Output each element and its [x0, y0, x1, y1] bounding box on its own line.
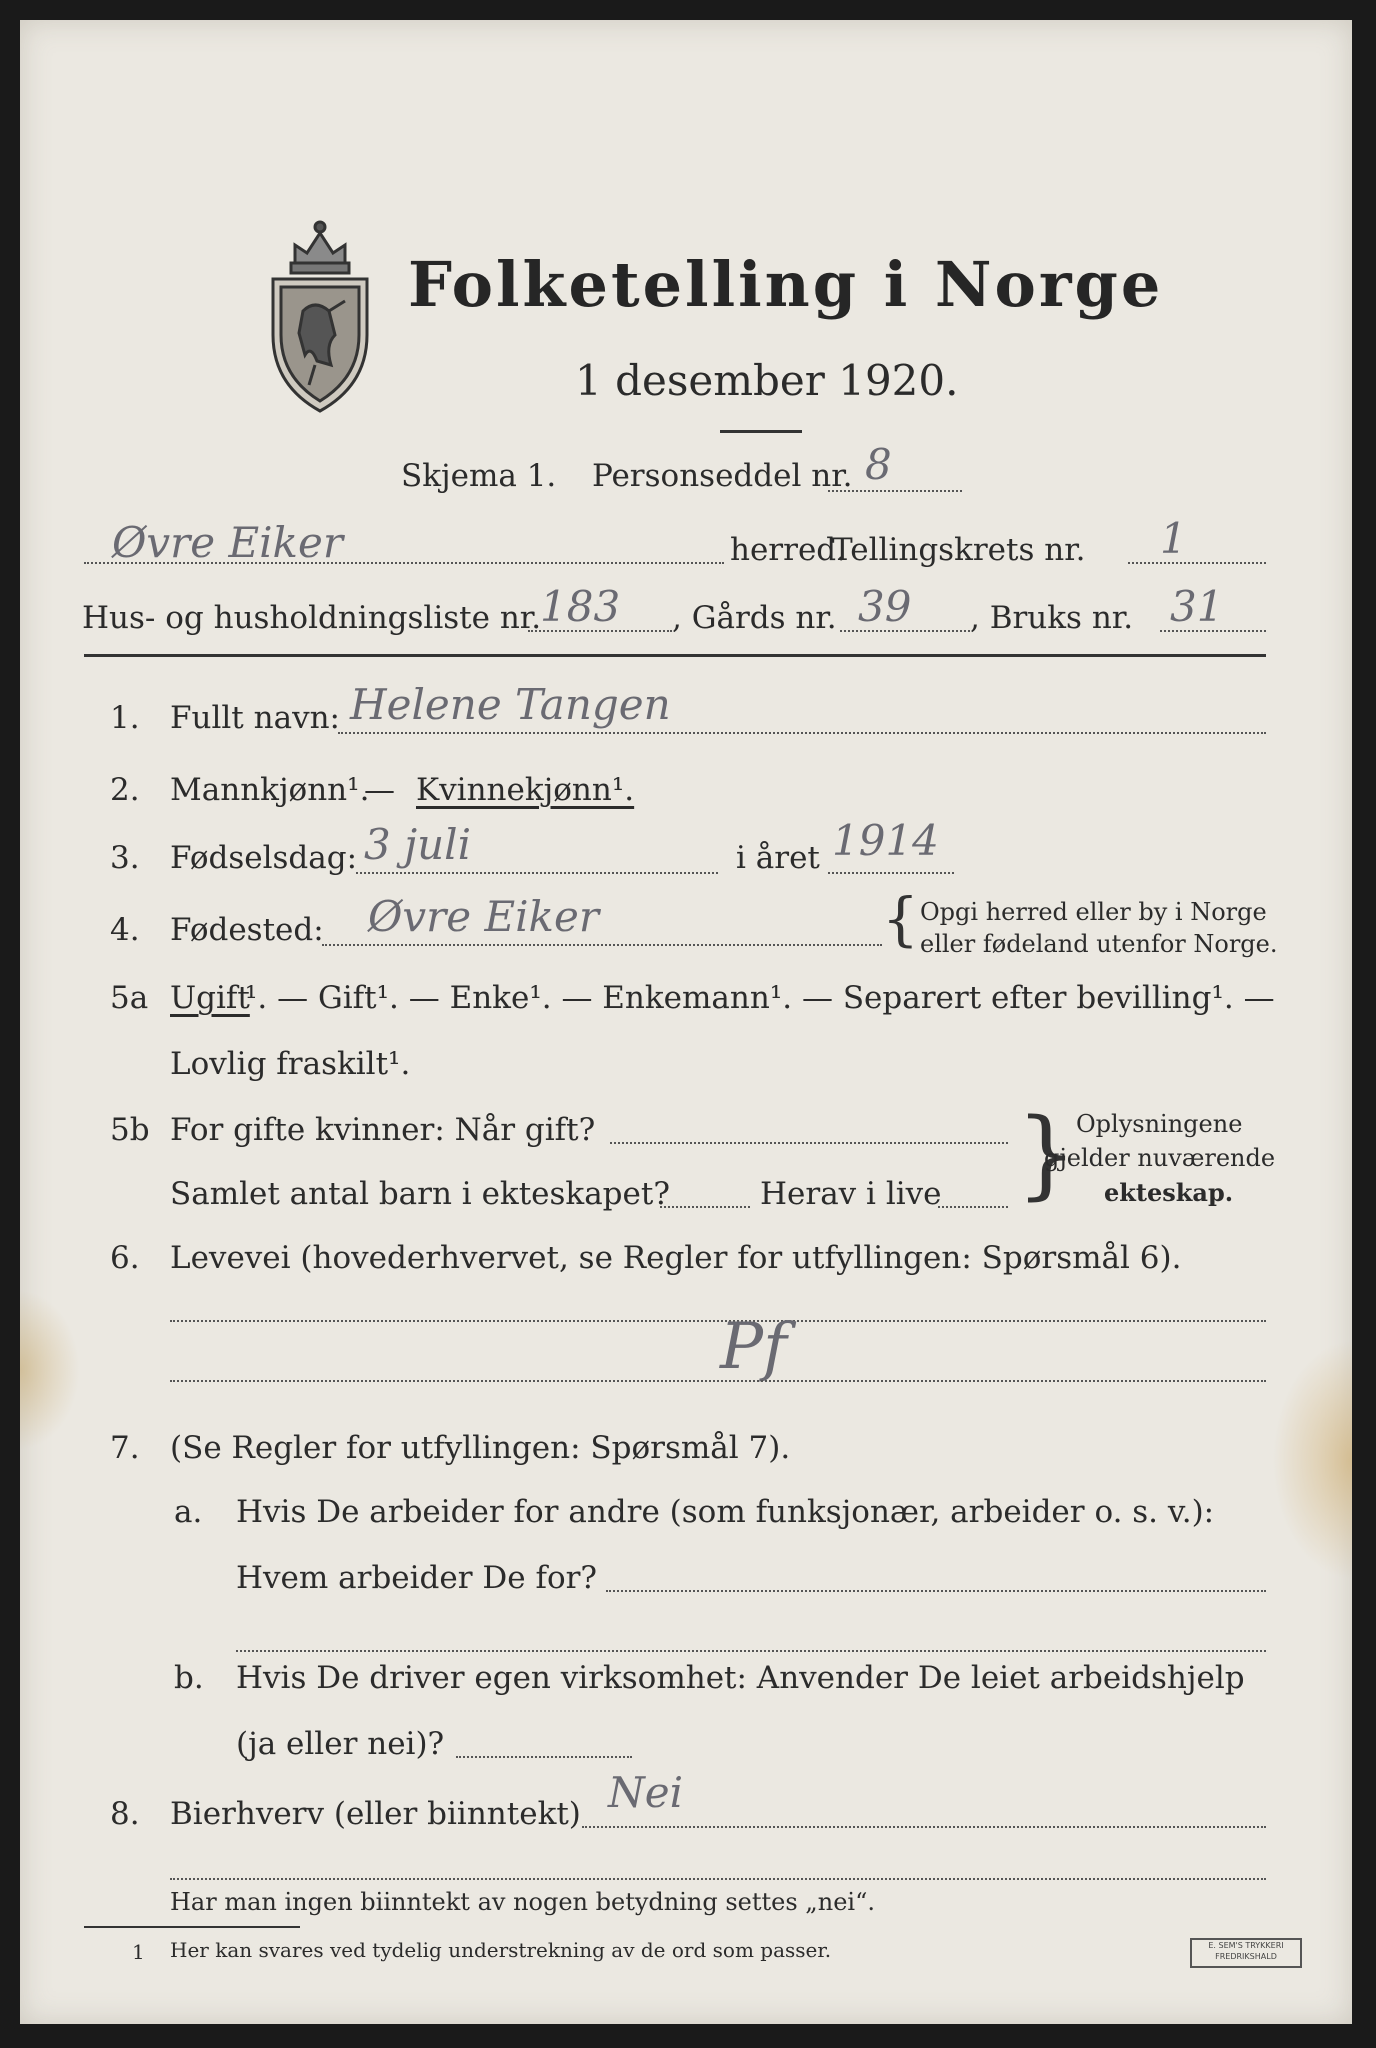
q6-field-line-1 — [170, 1320, 1266, 1322]
q5b-alive-label: Herav i live — [760, 1176, 942, 1212]
q3-year-value[interactable]: 1914 — [832, 816, 939, 865]
paper-stain — [1272, 1340, 1352, 1580]
q5a-other-options[interactable]: ¹. — Gift¹. — Enke¹. — Enkemann¹. — Separert efter bevilling¹. — — [245, 980, 1275, 1016]
q8-label: Bierhverv (eller biinntekt) — [170, 1796, 581, 1832]
personseddel-field-line — [828, 490, 962, 492]
bruks-label: , Bruks nr. — [970, 600, 1134, 636]
q5b-note-line2: gjelder nuværende — [1044, 1144, 1276, 1172]
gards-label: , Gårds nr. — [672, 600, 837, 636]
q7b-letter: b. — [174, 1660, 204, 1696]
norwegian-coat-of-arms-icon — [265, 215, 375, 415]
q5a-number: 5a — [110, 980, 149, 1016]
q7b-answer-label: (ja eller nei)? — [236, 1726, 445, 1762]
printer-stamp — [1190, 1938, 1302, 1968]
paper-stain — [20, 1290, 80, 1450]
schema-label: Skjema 1. — [401, 458, 557, 494]
q2-number: 2. — [110, 772, 140, 808]
q5b-note-line3: ekteskap. — [1104, 1178, 1234, 1207]
q2-male-option[interactable]: Mannkjønn¹. — [170, 772, 370, 808]
footnote-mark: 1 — [132, 1940, 145, 1964]
q7a-employer-field-line-2 — [236, 1650, 1266, 1652]
herred-value[interactable]: Øvre Eiker — [112, 518, 343, 567]
herred-label: herred. — [730, 532, 846, 568]
q5a-ugift-option[interactable]: Ugift — [170, 980, 250, 1016]
q7a-employer-field-line — [606, 1590, 1266, 1592]
census-form-sheet — [20, 20, 1352, 2024]
q3-label: Fødselsdag: — [170, 840, 358, 876]
q3-year-label: i året — [736, 840, 820, 876]
q8-number: 8. — [110, 1796, 140, 1832]
q7-label: (Se Regler for utfyllingen: Spørsmål 7). — [170, 1430, 791, 1466]
q5b-note-brace: } — [1016, 1098, 1078, 1210]
q1-field-line — [338, 732, 1266, 734]
q6-number: 6. — [110, 1240, 140, 1276]
q4-note-line2: eller fødeland utenfor Norge. — [920, 930, 1278, 958]
q4-number: 4. — [110, 912, 140, 948]
q5b-married-field-line — [610, 1142, 1008, 1144]
q4-birthplace-value[interactable]: Øvre Eiker — [368, 892, 599, 941]
title-divider — [720, 430, 802, 433]
q1-label: Fullt navn: — [170, 700, 340, 736]
q8-field-line-2 — [170, 1878, 1266, 1880]
q3-year-field-line — [828, 872, 954, 874]
q3-birthday-value[interactable]: 3 juli — [364, 820, 472, 869]
printer-stamp-line2: FREDRIKSHALD — [1215, 1952, 1277, 1961]
q7a-letter: a. — [174, 1494, 203, 1530]
q7-number: 7. — [110, 1430, 140, 1466]
herred-field-line — [84, 562, 724, 564]
q5b-note-line1: Oplysningene — [1076, 1110, 1243, 1138]
q6-occupation-value[interactable]: Pf — [720, 1310, 787, 1384]
q4-note-line1: Opgi herred eller by i Norge — [920, 898, 1267, 926]
q7b-answer-field-line — [456, 1756, 632, 1758]
header-separator — [84, 654, 1266, 657]
q7b-label: Hvis De driver egen virksomhet: Anvender De leiet arbeidshjelp — [236, 1660, 1245, 1696]
form-title: Folketelling i Norge — [408, 248, 1164, 321]
q4-label: Fødested: — [170, 912, 324, 948]
bruks-value[interactable]: 31 — [1170, 582, 1224, 631]
q1-number: 1. — [110, 700, 140, 736]
printer-stamp-line1: E. SEM'S TRYKKERI — [1208, 1941, 1284, 1950]
q6-label: Levevei (hovederhvervet, se Regler for utfyllingen: Spørsmål 6). — [170, 1240, 1182, 1276]
q8-side-income-value[interactable]: Nei — [608, 1768, 684, 1817]
q6-field-line-2 — [170, 1380, 1266, 1382]
personseddel-label: Personseddel nr. — [592, 458, 853, 494]
footnote-text: Her kan svares ved tydelig understrekning av de ord som passer. — [170, 1938, 832, 1962]
q1-full-name-value[interactable]: Helene Tangen — [350, 680, 671, 729]
q5b-children-label: Samlet antal barn i ekteskapet? — [170, 1176, 670, 1212]
q5b-number: 5b — [110, 1112, 150, 1148]
personseddel-value[interactable]: 8 — [865, 440, 892, 489]
q4-note-brace: { — [882, 885, 919, 953]
q3-field-line — [356, 872, 718, 874]
q5a-fraskilt-option[interactable]: Lovlig fraskilt¹. — [170, 1046, 411, 1082]
census-date: 1 desember 1920. — [575, 356, 959, 405]
q8-field-line — [582, 1826, 1266, 1828]
tellingskrets-label: Tellingskrets nr. — [832, 532, 1086, 568]
q4-field-line — [322, 944, 882, 946]
q7a-label: Hvis De arbeider for andre (som funksjonær, arbeider o. s. v.): — [236, 1494, 1215, 1530]
husliste-label: Hus- og husholdningsliste nr. — [82, 600, 542, 636]
q5b-married-label: For gifte kvinner: Når gift? — [170, 1112, 596, 1148]
tellingskrets-field-line — [1128, 562, 1266, 564]
q5b-alive-field-line — [938, 1206, 1008, 1208]
gards-value[interactable]: 39 — [858, 582, 912, 631]
q5b-children-field-line — [660, 1206, 750, 1208]
q7a-employer-label: Hvem arbeider De for? — [236, 1560, 598, 1596]
tellingskrets-value[interactable]: 1 — [1160, 514, 1187, 563]
q2-female-option[interactable]: Kvinnekjønn¹. — [416, 772, 635, 808]
husliste-value[interactable]: 183 — [540, 582, 621, 631]
q3-number: 3. — [110, 840, 140, 876]
footnote-rule — [84, 1926, 300, 1928]
q8-note: Har man ingen biinntekt av nogen betydning settes „nei“. — [170, 1888, 875, 1916]
q2-dash: — — [364, 772, 395, 808]
